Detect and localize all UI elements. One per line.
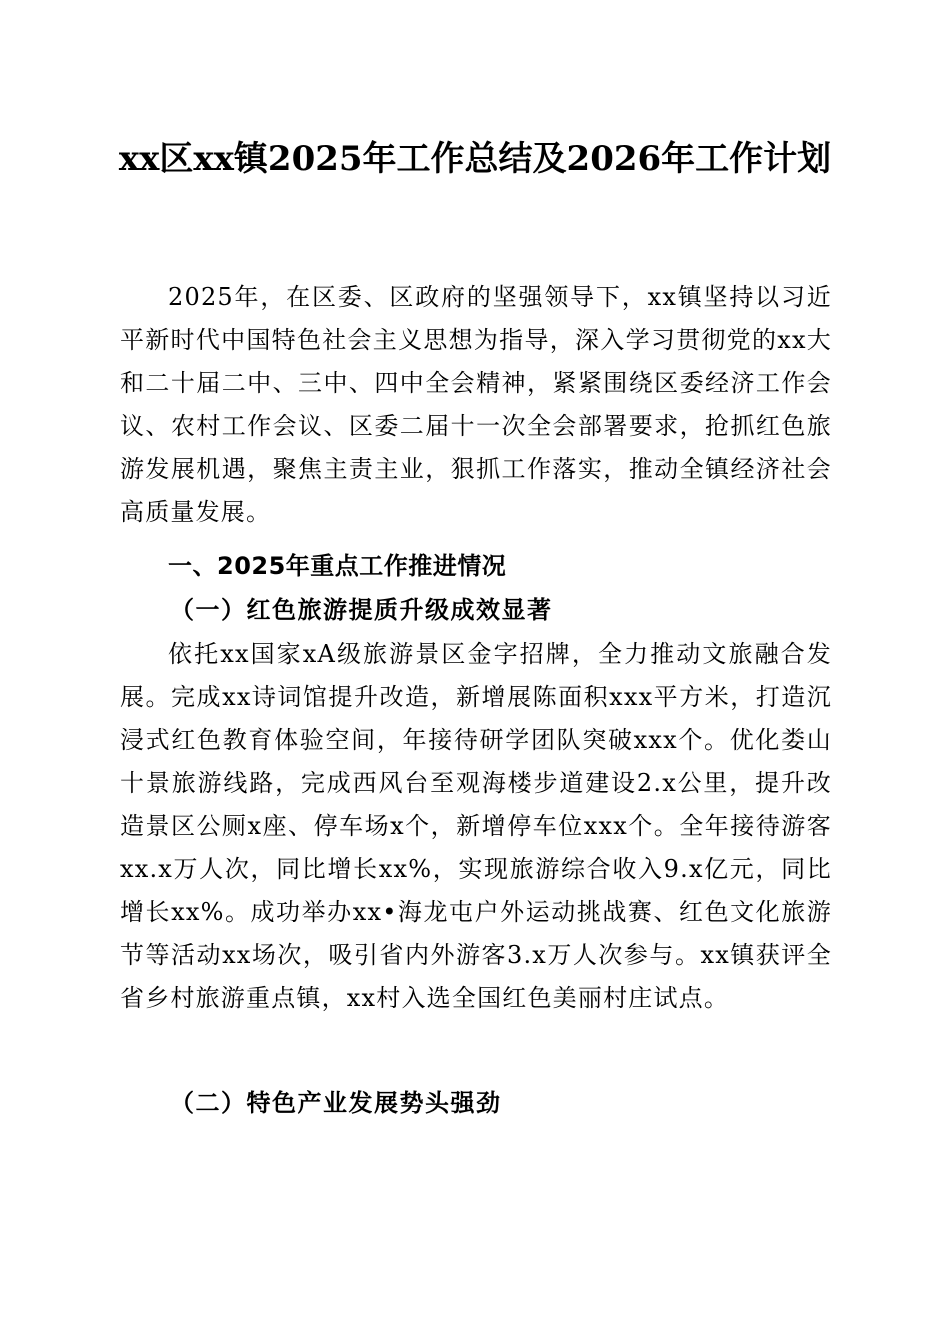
section-1-heading: 一、2025年重点工作推进情况 [168, 552, 507, 580]
subsection-2-heading: （二）特色产业发展势头强劲 [170, 1088, 502, 1117]
document-title: xx区xx镇2025年工作总结及2026年工作计划 [118, 139, 832, 179]
subsection-1-heading: （一）红色旅游提质升级成效显著 [170, 595, 553, 624]
subsection-1-paragraph: 依托xx国家xA级旅游景区金字招牌，全力推动文旅融合发展。完成xx诗词馆提升改造，新增展陈面积xxx平方米，打造沉浸式红色教育体验空间，年接待研学团队突破xxx个。优化娄山十景旅游线路，完成西风台至观海楼步道建设2.x公里，提升改造景区公厕x座、停车场x个，新增停车位xxx个。全年接待游客xx.x万人次，同比增长xx%，实现旅游综合收入9.x亿元，同比增长xx%。成功举办xx•海龙屯户外运动挑战赛、红色文化旅游节等活动xx场次，吸引省内外游客3.x万人次参与。xx镇获评全省乡村旅游重点镇，xx村入选全国红色美丽村庄试点。 [120, 640, 832, 1012]
intro-paragraph: 2025年，在区委、区政府的坚强领导下，xx镇坚持以习近平新时代中国特色社会主义思想为指导，深入学习贯彻党的xx大和二十届二中、三中、四中全会精神，紧紧围绕区委经济工作会议、农村工作会议、区委二届十一次全会部署要求，抢抓红色旅游发展机遇，聚焦主责主业，狠抓工作落实，推动全镇经济社会高质量发展。 [120, 283, 832, 526]
